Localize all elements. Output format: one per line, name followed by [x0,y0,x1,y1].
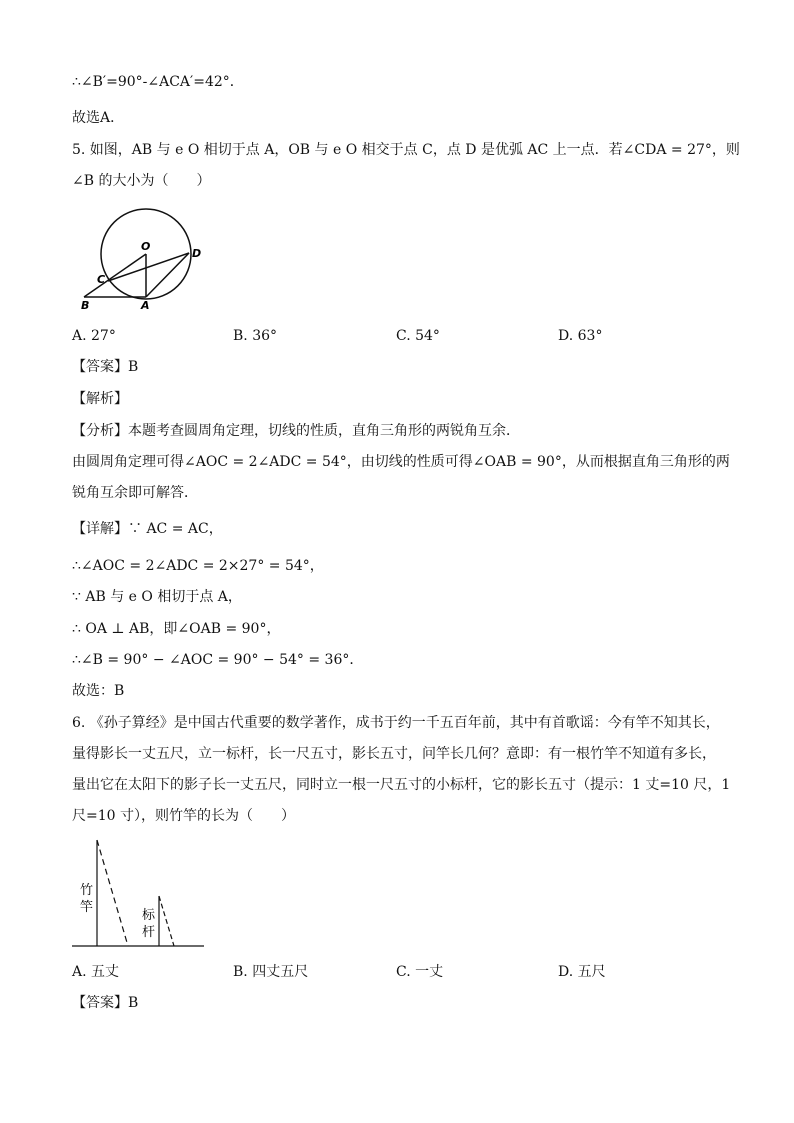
q6-option-c[interactable]: C. 一丈 [396,964,444,980]
segment-ob [84,254,146,297]
q5-analysis-line3: 锐角互余即可解答． [72,485,198,501]
q5-choice: 故选：B [72,683,125,699]
q5-option-c[interactable]: C. 54° [396,328,440,344]
label-pole-2: 竿 [80,900,94,915]
q5-analysis-heading: 【解析】 [72,391,128,407]
segment-cd [108,253,189,281]
q6-option-d[interactable]: D. 五尺 [558,964,606,980]
q5-detail-line1: 【详解】∵ AC = AC， [72,521,223,537]
label-a: A [141,299,150,312]
q5-detail-line5: ∴∠B = 90° − ∠AOC = 90° − 54° = 36°． [72,652,364,668]
q6-stem-line1: 6. 《孙子算经》是中国古代重要的数学著作，成书于约一千五百年前，其中有首歌谣：今有竿不知其长， [72,715,720,731]
q5-stem-line2: ∠B 的大小为（ ） [72,173,211,189]
label-o: O [141,240,151,253]
bamboo-shadow-ray [97,840,128,946]
q5-answer: 【答案】B [72,359,139,375]
label-rod-2: 杆 [142,925,156,940]
rod-shadow-ray [159,896,174,946]
q5-circle-figure [70,206,210,312]
q5-stem-line1: 5. 如图，AB 与 e O 相切于点 A，OB 与 e O 相交于点 C，点 D 是优弧 AC 上一点．若∠CDA = 27°，则 [72,142,740,158]
q5-option-d[interactable]: D. 63° [558,328,603,344]
q5-option-a[interactable]: A. 27° [72,328,116,344]
q6-stem-line4: 尺=10 寸），则竹竿的长为（ ） [72,808,295,824]
label-b: B [81,299,90,312]
q6-option-a[interactable]: A. 五丈 [72,964,120,980]
label-pole-1: 竹 [80,883,94,898]
prev-choice: 故选A． [72,110,125,126]
label-d: D [192,247,202,260]
q5-option-b[interactable]: B. 36° [233,328,278,344]
prev-conclusion: ∴∠B′=90°-∠ACA′=42°． [72,74,244,90]
label-c: C [97,273,106,286]
q5-detail-line2: ∴∠AOC = 2∠ADC = 2×27° = 54°， [72,558,324,574]
q6-pole-shadow-figure [70,834,210,950]
q6-stem-line2: 量得影长一丈五尺，立一标杆，长一尺五寸，影长五寸，问竿长几何？意即：有一根竹竿不知道有多长， [72,746,716,762]
label-rod-1: 标 [142,908,156,923]
q5-detail-line4: ∴ OA ⊥ AB，即∠OAB = 90°， [72,621,281,637]
q6-stem-line3: 量出它在太阳下的影子长一丈五尺，同时立一根一尺五寸的小标杆，它的影长五寸（提示：1 丈=10 尺，1 [72,777,731,793]
q5-analysis-line2: 由圆周角定理可得∠AOC = 2∠ADC = 54°，由切线的性质可得∠OAB = 90°，从而根据直角三角形的两 [72,454,730,470]
q5-analysis-line1: 【分析】本题考查圆周角定理，切线的性质，直角三角形的两锐角互余． [72,423,520,439]
segment-ad [146,253,189,297]
q6-option-b[interactable]: B. 四丈五尺 [233,964,309,980]
q6-answer: 【答案】B [72,995,139,1011]
q5-detail-line3: ∵ AB 与 e O 相切于点 A， [72,589,242,605]
